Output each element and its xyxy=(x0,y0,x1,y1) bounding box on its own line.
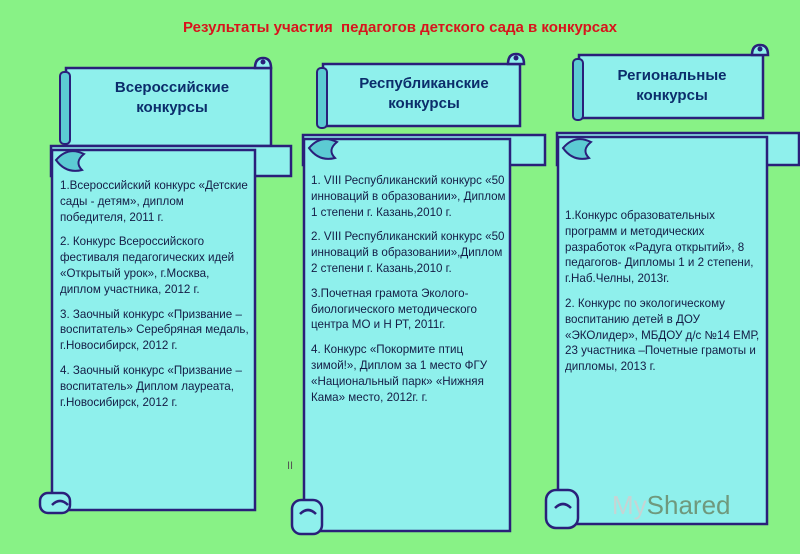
list-item: 1. VIII Республиканский конкурс «50 инноваций в образовании», Диплом 1 степени г. Казань,2010 г. xyxy=(311,174,506,219)
list-item: 1.Конкурс образовательных программ и методических разработок «Радуга открытий», 8 педагогов- Дипломы 1 и 2 степени, г.Наб.Челны, 2013г. xyxy=(565,209,754,286)
small-mark: II xyxy=(287,460,294,472)
list-item: 4. Конкурс «Покормите птиц зимой!», Диплом за 1 место ФГУ «Национальный парк» «Нижняя Кама» место, 2012г. г. xyxy=(311,343,488,404)
list-item: 3. Заочный конкурс «Призвание – воспитатель» Серебряная медаль, г.Новосибирск, 2012 г. xyxy=(60,307,249,353)
list-item: 2. Конкурс по экологическому воспитанию детей в ДОУ «ЭКОлидер», МБДОУ д/с №14 ЕМР, 23 участника –Почетные грамоты и дипломы, 2013 г. xyxy=(565,296,760,374)
list-item: 3.Почетная грамота Эколого-биологического методического центра МО и Н РТ, 2011г. xyxy=(311,286,477,332)
list-item: 1.Всероссийский конкурс «Детские сады - детям», диплом победителя, 2011 г. xyxy=(60,179,248,224)
column-all-russian-list xyxy=(60,178,252,419)
header-republican: Республиканские конкурсы xyxy=(359,75,489,112)
header-regional: Региональные конкурсы xyxy=(617,67,727,104)
watermark: MyShared xyxy=(612,490,731,520)
page-title: Результаты участия педагогов детского сада в конкурсах xyxy=(183,19,617,36)
header-all-russian: Всероссийские конкурсы xyxy=(114,79,230,116)
column-regional-list xyxy=(565,208,761,384)
list-item: 4. Заочный конкурс «Призвание – воспитатель» Диплом лауреата, г.Новосибирск, 2012 г. xyxy=(60,363,242,409)
list-item: 2. Конкурс Всероссийского фестиваля педагогических идей «Открытый урок», г.Москва, диплом участника, 2012 г. xyxy=(60,235,235,296)
list-item: 2. VIII Республиканский конкурс «50 инноваций в образовании»,Диплом 2 степени г. Казань,2010 г. xyxy=(311,230,505,275)
column-republican-list xyxy=(311,173,507,414)
